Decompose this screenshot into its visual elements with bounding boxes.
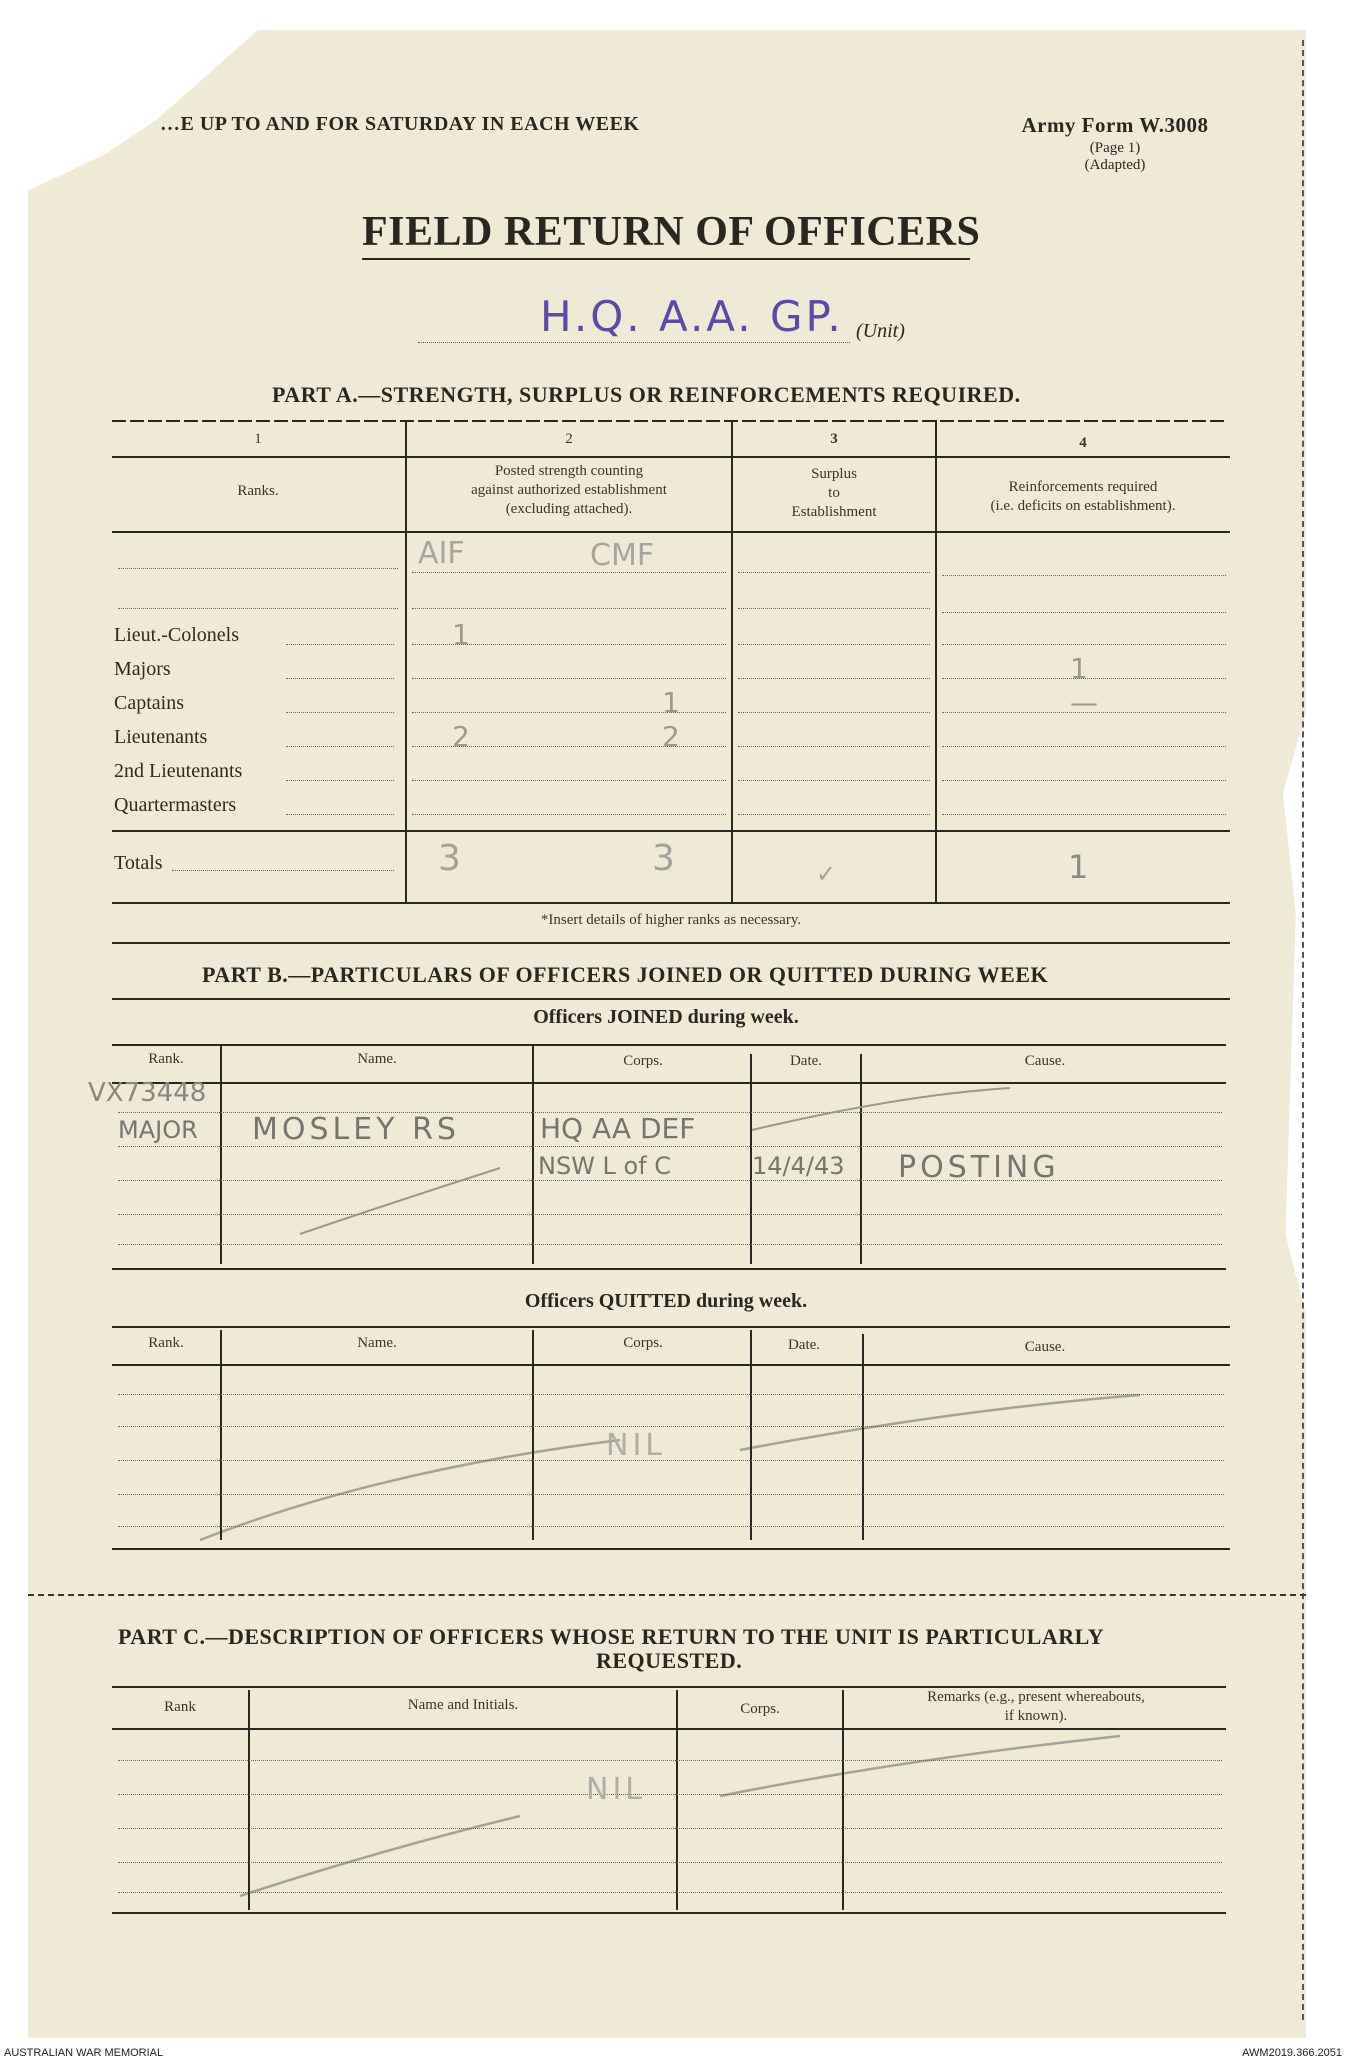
unit-stamp: H.Q. A.A. GP. (540, 292, 844, 341)
col-number-3: 3 (830, 431, 838, 447)
remarks-line-1: Remarks (e.g., present whereabouts, (927, 1689, 1145, 1705)
page-title: FIELD RETURN OF OFFICERS (362, 209, 981, 255)
quitted-row-line (118, 1460, 1224, 1461)
joined-bottom-rule (112, 1268, 1226, 1270)
part-c-bottom-rule (112, 1912, 1226, 1914)
reinforcements-value: 1 (1070, 652, 1088, 685)
quitted-nil: NIL (606, 1428, 667, 1463)
quitted-col-cause: Cause. (1024, 1339, 1066, 1355)
joined-col-date: Date. (789, 1053, 823, 1069)
surplus-line-2: to (828, 485, 840, 501)
rank-label: 2nd Lieutenants (114, 760, 243, 782)
joined-col-rank: Rank. (148, 1051, 184, 1067)
rank-label: Lieutenants (114, 726, 208, 748)
part-c-row-line (118, 1760, 1222, 1761)
tear-off-line (28, 1594, 1306, 1596)
reinforce-line-2: (i.e. deficits on establishment). (990, 498, 1176, 514)
quitted-row-line (118, 1394, 1224, 1395)
part-c-vline-1 (248, 1690, 250, 1910)
quitted-row-line (118, 1526, 1224, 1527)
unit-label: (Unit) (856, 320, 905, 342)
joined-col-corps: Corps. (623, 1053, 663, 1069)
rank-label: Quartermasters (114, 794, 237, 816)
posted-line-3: (excluding attached). (505, 501, 633, 517)
quitted-top-rule (112, 1326, 1230, 1328)
form-adapted: (Adapted) (1084, 157, 1146, 173)
rank-label: Majors (114, 658, 171, 680)
quitted-header-rule (112, 1364, 1230, 1366)
joined-corps-from: HQ AA DEF (540, 1112, 696, 1145)
part-c-vline-2 (676, 1690, 678, 1910)
joined-col-cause: Cause. (1024, 1053, 1066, 1069)
quitted-bottom-rule (112, 1548, 1230, 1550)
cmf-subhead: CMF (590, 538, 655, 573)
quitted-col-name: Name. (357, 1335, 397, 1351)
form-name: Army Form W.3008 (1021, 113, 1209, 137)
joined-service-number: VX73448 (88, 1078, 207, 1108)
part-c-vline-3 (842, 1690, 844, 1910)
part-c-row-line (118, 1828, 1222, 1829)
col-number-2: 2 (565, 431, 573, 447)
part-c-heading-line-1: PART C.—DESCRIPTION OF OFFICERS WHOSE RETURN TO THE UNIT IS PARTICULARLY (118, 1624, 1105, 1649)
remarks-line-2: if known). (1004, 1708, 1068, 1724)
cmf-value: 2 (662, 720, 680, 753)
joined-rank: MAJOR (118, 1116, 198, 1144)
deadline-text: …E UP TO AND FOR SATURDAY IN EACH WEEK (160, 113, 640, 135)
aif-value: 1 (452, 618, 470, 651)
col-number-1: 1 (254, 431, 262, 447)
totals-aif: 3 (438, 838, 461, 879)
part-c-header-rule (112, 1728, 1226, 1730)
surplus-line-1: Surplus (811, 466, 857, 482)
part-c-col-name: Name and Initials. (407, 1697, 519, 1713)
aif-subhead: AIF (418, 536, 465, 571)
quitted-col-date: Date. (787, 1337, 821, 1353)
posted-line-2: against authorized establishment (471, 482, 667, 498)
rank-label: Lieut.-Colonels (114, 624, 239, 646)
totals-reinforcements: 1 (1068, 848, 1089, 886)
totals-cmf: 3 (652, 838, 675, 879)
part-a-heading: PART A.—STRENGTH, SURPLUS OR REINFORCEMENTS REQUIRED. (272, 382, 1021, 407)
joined-corps-to: NSW L of C (538, 1152, 672, 1180)
reinforce-line-1: Reinforcements required (1008, 479, 1158, 495)
part-c-col-rank: Rank (164, 1699, 196, 1715)
joined-col-name: Name. (357, 1051, 397, 1067)
part-b-heading: PART B.—PARTICULARS OF OFFICERS JOINED OR QUITTED DURING WEEK (202, 962, 1049, 987)
aif-value: 2 (452, 720, 470, 753)
posted-line-1: Posted strength counting (494, 463, 644, 479)
quitted-col-corps: Corps. (623, 1335, 663, 1351)
joined-name: MOSLEY RS (252, 1112, 460, 1147)
footer-accession: AWM2019.366.2051 (1242, 2047, 1342, 2059)
part-c-row-line (118, 1892, 1222, 1893)
quitted-vline-2 (532, 1330, 534, 1540)
col-number-4: 4 (1079, 435, 1087, 451)
quitted-vline-3 (750, 1330, 752, 1540)
cmf-value: 1 (662, 686, 680, 719)
reinforcements-value: — (1070, 686, 1098, 719)
part-a-footnote: *Insert details of higher ranks as necessary. (540, 912, 802, 928)
quitted-vline-4 (862, 1334, 864, 1540)
col-head-ranks: Ranks. (237, 483, 279, 499)
quitted-row-line (118, 1426, 1224, 1427)
joined-date: 14/4/43 (752, 1152, 845, 1180)
joined-heading: Officers JOINED during week. (533, 1006, 799, 1028)
surplus-line-3: Establishment (791, 504, 877, 520)
part-c-row-line (118, 1794, 1222, 1795)
part-c-col-remarks (844, 1688, 1228, 1726)
quitted-row-line (118, 1494, 1224, 1495)
quitted-heading: Officers QUITTED during week. (524, 1290, 808, 1312)
joined-cause: POSTING (898, 1150, 1060, 1185)
part-c-col-corps: Corps. (740, 1701, 780, 1717)
part-c-nil: NIL (586, 1772, 647, 1807)
quitted-col-rank: Rank. (148, 1335, 184, 1351)
part-c-row-line (118, 1862, 1222, 1863)
form-page: (Page 1) (1089, 140, 1141, 156)
part-c-heading-line-2: REQUESTED. (596, 1648, 743, 1673)
totals-surplus: ✓ (816, 860, 837, 888)
quitted-vline-1 (220, 1330, 222, 1540)
footer-institution: AUSTRALIAN WAR MEMORIAL (4, 2047, 164, 2059)
totals-label: Totals (114, 852, 163, 874)
rank-label: Captains (114, 692, 184, 714)
